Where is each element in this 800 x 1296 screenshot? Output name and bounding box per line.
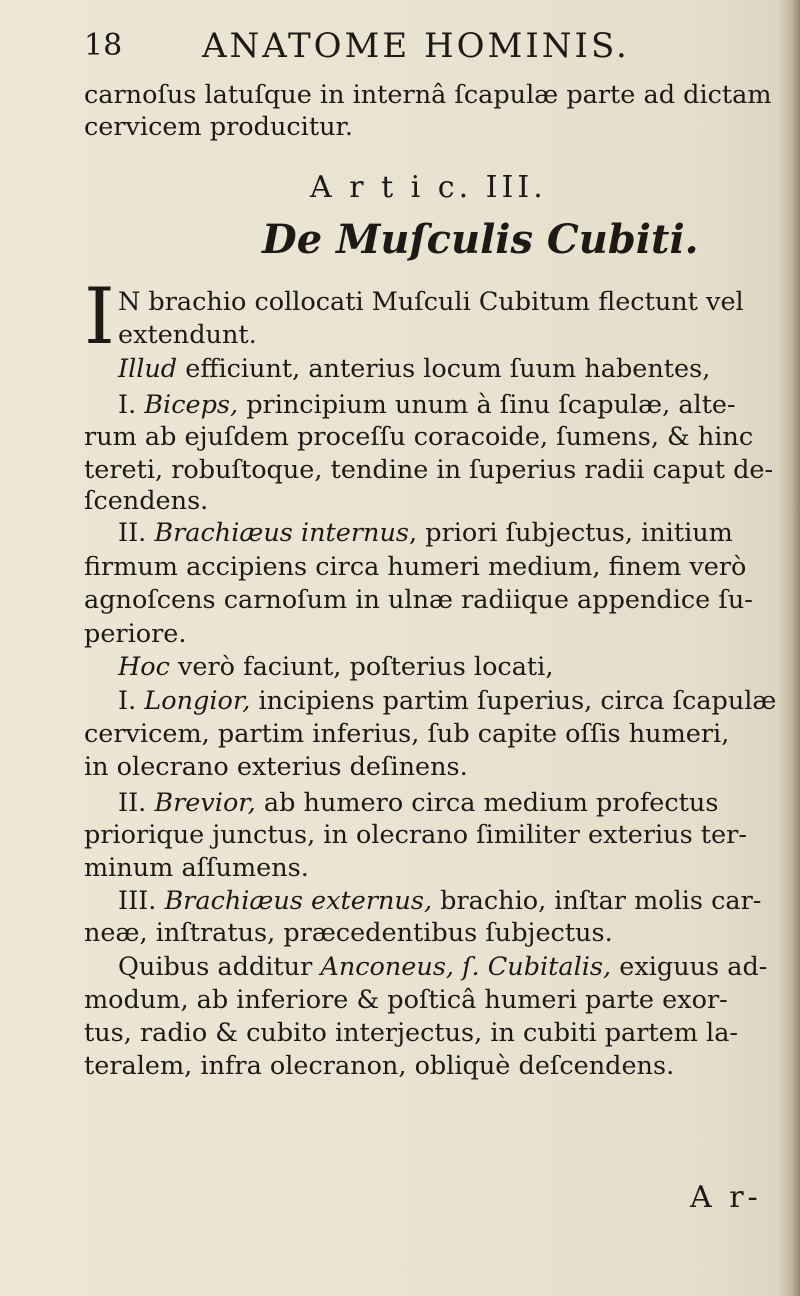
body-line <box>84 750 468 784</box>
text-run: II. <box>118 788 155 818</box>
text-run: neæ, inſtratus, præcedentibus ſubjectus. <box>84 918 613 948</box>
text-run: rum ab ejuſdem proceſſu coracoide, ſumens, & hinc <box>84 422 754 452</box>
body-line <box>84 916 613 950</box>
body-line <box>118 650 553 684</box>
intro-line: carnoſus latuſque in internâ ſcapulæ parte ad dictam <box>84 80 772 110</box>
body-line <box>118 388 736 422</box>
text-run: teralem, infra olecranon, obliquè deſcendens. <box>84 1051 675 1081</box>
italic-term: Biceps, <box>144 390 239 420</box>
italic-term: Brevior, <box>154 788 256 818</box>
body-line <box>84 453 773 487</box>
text-run: extendunt. <box>118 320 257 350</box>
body-line <box>84 550 746 584</box>
text-run: cervicem, partim inferius, ſub capite oſſis humeri, <box>84 719 730 749</box>
body-line <box>84 617 187 651</box>
text-run: Quibus additur <box>118 952 321 982</box>
text-run: agnoſcens carnoſum in ulnæ radiique appendice ſu- <box>84 585 753 615</box>
text-run: periore. <box>84 619 187 649</box>
text-run: modum, ab inferiore & poſticâ humeri parte exor- <box>84 985 728 1015</box>
section-title: De Muſculis Cubiti. <box>262 216 699 263</box>
body-line <box>84 484 208 518</box>
text-run: I. <box>118 390 145 420</box>
text-run: I. <box>118 686 145 716</box>
body-line <box>84 420 753 454</box>
text-run: N brachio collocati Muſculi Cubitum flectunt vel <box>118 287 744 317</box>
text-run: incipiens partim ſuperius, circa ſcapulæ <box>250 686 777 716</box>
text-run: tereti, robuſtoque, tendine in ſuperius radii caput de- <box>84 455 774 485</box>
text-run: priorique junctus, in olecrano ſimiliter exterius ter- <box>84 820 747 850</box>
body-line <box>84 717 729 751</box>
text-run: exiguus ad- <box>611 952 768 982</box>
body-line <box>84 851 309 885</box>
body-line <box>118 786 718 820</box>
body-line <box>118 516 733 550</box>
italic-term: Hoc <box>118 652 170 682</box>
italic-term: Anconeus, ſ. Cubitalis, <box>320 952 612 982</box>
text-run: tus, radio & cubito interjectus, in cubiti partem la- <box>84 1018 739 1048</box>
page-edge-shadow <box>778 0 800 1296</box>
italic-term: Longior, <box>144 686 251 716</box>
body-line <box>84 583 753 617</box>
text-run: minum aſſumens. <box>84 853 309 883</box>
drop-cap: I <box>84 272 115 362</box>
body-line <box>118 352 710 386</box>
italic-term: Illud <box>118 354 178 384</box>
text-run: efficiunt, anterius locum ſuum habentes, <box>177 354 711 384</box>
body-line <box>84 1049 674 1083</box>
intro-line: cervicem producitur. <box>84 112 353 142</box>
body-line <box>118 318 257 352</box>
catchword: A r- <box>690 1180 762 1215</box>
text-run: brachio, inſtar molis car- <box>432 886 762 916</box>
text-run: firmum accipiens circa humeri medium, finem verò <box>84 552 747 582</box>
article-heading: A r t i c. III. <box>310 170 547 205</box>
running-title: ANATOME HOMINIS. <box>202 26 630 66</box>
page-header <box>84 22 764 72</box>
italic-term: Brachiæus internus <box>154 518 409 548</box>
page-number: 18 <box>84 28 123 63</box>
body-line <box>118 884 761 918</box>
body-line <box>118 684 776 718</box>
text-run: in olecrano exterius deſinens. <box>84 752 468 782</box>
body-line <box>84 1016 738 1050</box>
text-run: ab humero circa medium profectus <box>255 788 719 818</box>
body-line <box>84 983 728 1017</box>
body-line <box>118 950 767 984</box>
text-run: ſcendens. <box>84 486 209 516</box>
text-run: , priori ſubjectus, initium <box>408 518 733 548</box>
text-run: II. <box>118 518 155 548</box>
body-line <box>84 818 747 852</box>
text-run: III. <box>118 886 165 916</box>
text-run: verò faciunt, poſterius locati, <box>169 652 554 682</box>
italic-term: Brachiæus externus, <box>164 886 433 916</box>
body-line <box>118 285 744 319</box>
text-run: principium unum à ſinu ſcapulæ, alte- <box>238 390 736 420</box>
